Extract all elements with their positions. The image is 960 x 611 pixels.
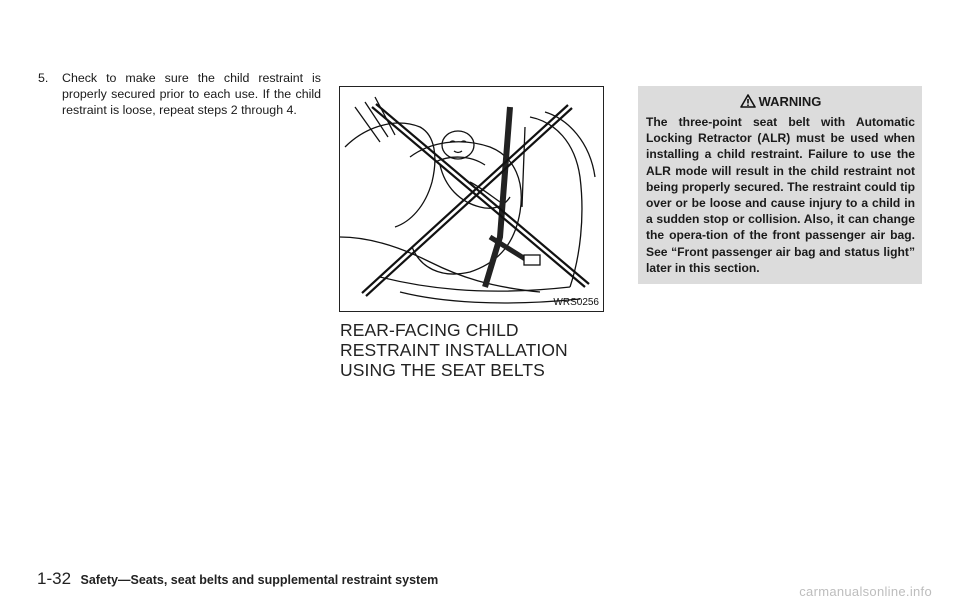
warning-heading-text: WARNING	[758, 93, 822, 109]
warning-heading	[646, 92, 915, 110]
warning-body-text: The three-point seat belt with Automatic Locking Retractor (ALR) must be used when installing a child restraint. Failure to use the ALR mode will result in the child restraint not being properly secured. The restraint could tip over or be loose and cause injury to a child in a sudden stop or collision. Also, it can change the opera-tion of the front passenger air bag. See “Front passenger air bag and status light” later in this section.	[646, 115, 915, 275]
footer-title: Safety—Seats, seat belts and supplemental restraint system	[80, 573, 439, 587]
step-text: Check to make sure the child restraint is properly secured prior to each use. If the child restraint is loose, repeat steps 2 through 4.	[62, 71, 321, 118]
child-seat-illustration	[340, 87, 604, 312]
section-title: REAR-FACING CHILD RESTRAINT INSTALLATION USING THE SEAT BELTS	[340, 320, 568, 380]
page-number: 1-32	[37, 569, 72, 588]
step-5-paragraph	[38, 70, 321, 119]
page-footer	[37, 569, 438, 589]
rear-facing-child-seat-figure	[339, 86, 604, 312]
warning-box	[638, 86, 922, 284]
step-number: 5.	[38, 71, 49, 85]
watermark: carmanualsonline.info	[799, 584, 932, 599]
warning-triangle-icon	[740, 94, 756, 108]
figure-code: WRS0256	[553, 297, 599, 308]
